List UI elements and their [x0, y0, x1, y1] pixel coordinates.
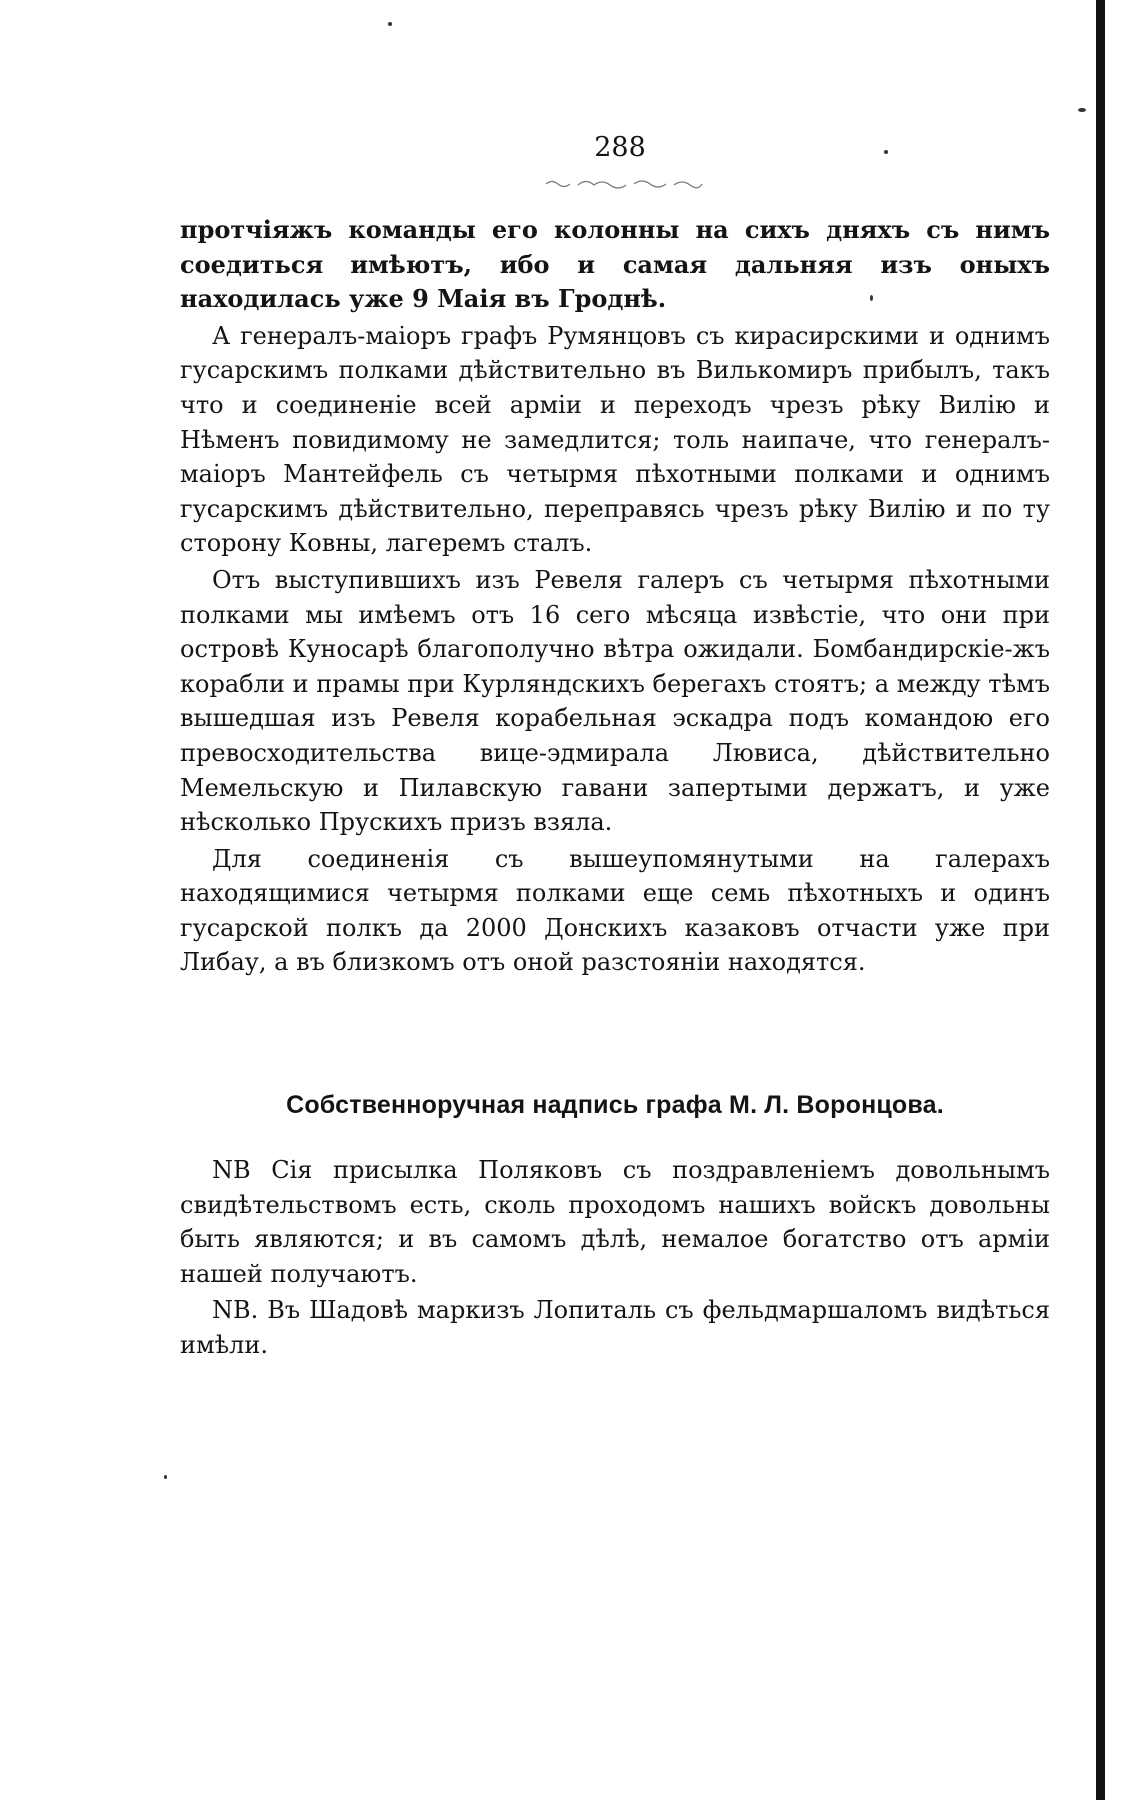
header-ornament [544, 176, 704, 190]
notes-block [180, 1153, 1050, 1363]
page-number: 288 [594, 132, 646, 163]
scan-speck [1078, 108, 1086, 112]
note-2: NB. Въ Шадовѣ маркизъ Лопиталь съ фельдмаршаломъ видѣться имѣли. [180, 1296, 1050, 1359]
scan-speck [164, 1475, 167, 1479]
section-heading: Собственноручная надпись графа М. Л. Воронцова. [286, 1091, 944, 1119]
paragraph-1 [180, 213, 1050, 317]
paragraph-3: Отъ выступившихъ изъ Ревеля галеръ съ четырмя пѣхотными полками мы имѣемъ отъ 16 сего мѣсяца извѣстіе, что они при островѣ Куносарѣ благополучно вѣтра ожидали. Бомбандирскіе-жъ корабли и прамы при Курляндскихъ берегахъ стоятъ; а между тѣмъ вышедшая изъ Ревеля корабельная эскадра подъ командою его превосходительства вице-эдмирала Лювиса, дѣйствительно Мемельскую и Пилавскую гавани запертыми держатъ, и уже нѣсколько Прускихъ призъ взяла. [180, 565, 1050, 837]
paragraph-2: А генералъ-маіоръ графъ Румянцовъ съ кирасирскими и однимъ гусарскимъ полками дѣйствительно въ Вилькомиръ прибылъ, такъ что и соединеніе всей арміи и переходъ чрезъ рѣку Вилію и Нѣменъ повидимому не замедлится; толь наипаче, что генералъ-маіоръ Мантейфель съ четырмя пѣхотными полками и однимъ гусарскимъ дѣйствительно, переправясь чрезъ рѣку Вилію и по ту сторону Ковны, лагеремъ сталъ. [180, 321, 1050, 558]
scan-speck [884, 150, 888, 154]
scan-speck [388, 22, 392, 26]
page-edge-rule [1096, 0, 1105, 1800]
note-1: NB Сія присылка Поляковъ съ поздравленіемъ довольнымъ свидѣтельствомъ есть, сколь проходомъ нашихъ войскъ довольны быть являются; и въ самомъ дѣлѣ, немалое богатство отъ арміи нашей получаютъ. [180, 1156, 1050, 1288]
scan-speck [870, 295, 873, 301]
paragraph-4: Для соединенія съ вышеупомянутыми на галерахъ находящимися четырмя полками еще семь пѣхотныхъ и одинъ гусарской полкъ да 2000 Донскихъ казаковъ отчасти уже при Либау, а въ близкомъ отъ оной разстояніи находятся. [180, 844, 1050, 977]
paragraph-1-rest: имѣютъ, ибо и самая дальняя изъ оныхъ находилась уже 9 Маія въ Гроднѣ. [180, 249, 1050, 314]
body-text [180, 213, 1050, 980]
paragraph-1-line-1: протчіяжъ команды его колонны на сихъ дняхъ съ нимъ соедиться [180, 215, 1050, 279]
